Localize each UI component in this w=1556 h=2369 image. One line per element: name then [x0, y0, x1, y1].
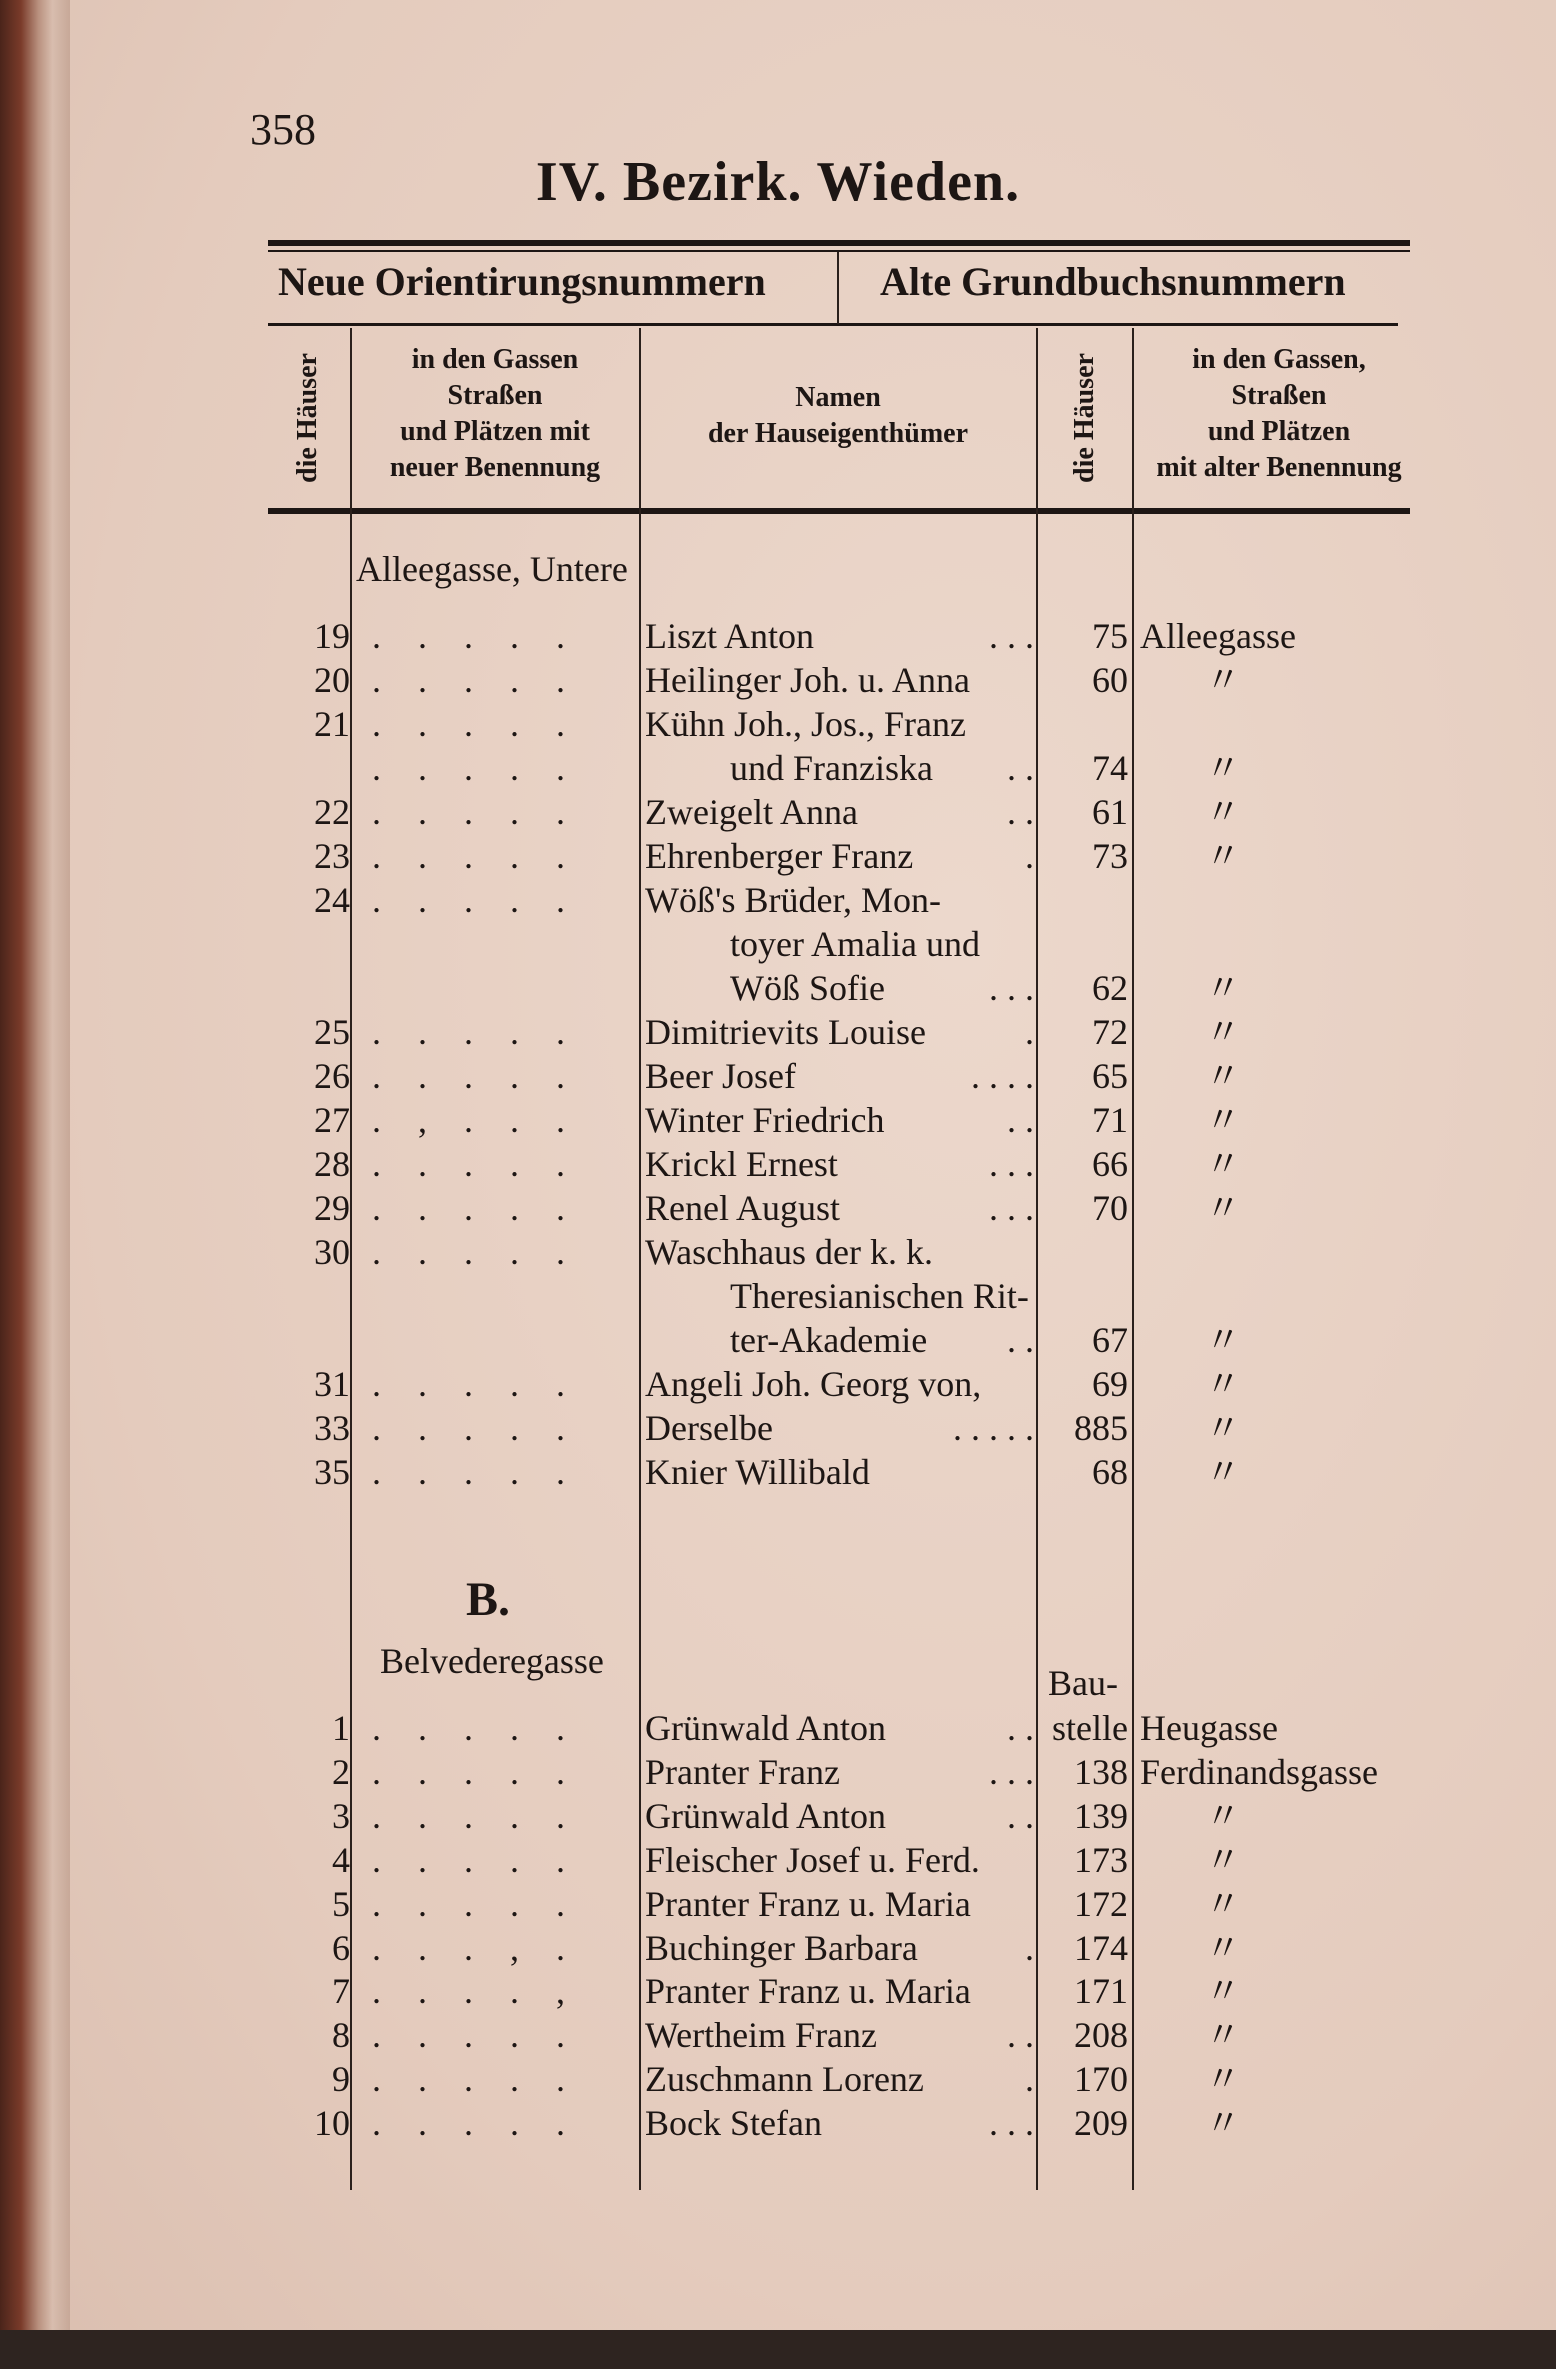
- group-divider: [837, 252, 839, 324]
- house-number-new: 35: [314, 1452, 350, 1492]
- leader-dots: . . . . .: [953, 1408, 1034, 1448]
- page-number: 358: [250, 105, 316, 154]
- street-old: 〃: [1205, 1927, 1242, 1968]
- leader-dots: . . . . .: [372, 2015, 579, 2056]
- house-number-old: 60: [1092, 660, 1128, 700]
- header-streets-old: [1134, 342, 1424, 486]
- house-number-old: 74: [1092, 748, 1128, 788]
- house-number-new: 9: [332, 2059, 350, 2100]
- house-number-old: 70: [1092, 1188, 1128, 1228]
- leader-dots: . .: [1007, 2015, 1034, 2056]
- leader-dots: . . . . .: [372, 1188, 579, 1228]
- owner-name: Heilinger Joh. u. Anna: [645, 660, 970, 700]
- header-owners: [641, 380, 1035, 452]
- table-row: [0, 1926, 1556, 1970]
- table-row: [0, 1882, 1556, 1926]
- house-number-new: 3: [332, 1795, 350, 1836]
- owner-name: Dimitrievits Louise: [645, 1012, 926, 1052]
- table-row: [0, 1098, 1556, 1142]
- table-row: [0, 1010, 1556, 1054]
- table-row: [0, 658, 1556, 702]
- table-row: [0, 790, 1556, 834]
- house-number-new: 26: [314, 1056, 350, 1096]
- street-old: 〃: [1205, 2103, 1242, 2144]
- street-old: 〃: [1205, 2015, 1242, 2056]
- house-number-old: 208: [1074, 2015, 1128, 2056]
- house-number-old: 171: [1074, 1971, 1128, 2012]
- house-number-old: 172: [1074, 1883, 1128, 1924]
- header-old-numbers: Alte Grundbuchsnummern: [880, 259, 1346, 304]
- house-number-new: 8: [332, 2015, 350, 2056]
- street-old: 〃: [1205, 1408, 1242, 1448]
- street-old: 〃: [1205, 660, 1242, 700]
- table-row: [0, 1362, 1556, 1406]
- house-number-new: 10: [314, 2103, 350, 2144]
- street-old: Heugasse: [1140, 1708, 1278, 1748]
- leader-dots: . . . . .: [372, 1364, 579, 1404]
- house-number-old: 170: [1074, 2059, 1128, 2100]
- street-old: 〃: [1205, 1320, 1242, 1360]
- table-row: [0, 1274, 1556, 1318]
- table-row: [0, 2013, 1556, 2057]
- house-number-new: 31: [314, 1364, 350, 1404]
- owner-name: Bock Stefan: [645, 2103, 822, 2144]
- leader-dots: . . .: [989, 616, 1034, 656]
- house-number-new: 25: [314, 1012, 350, 1052]
- leader-dots: . . . . .: [372, 1795, 579, 1836]
- house-number-old: 71: [1092, 1100, 1128, 1140]
- leader-dots: . . . . ,: [372, 1971, 579, 2012]
- leader-dots: . . . . .: [372, 2059, 579, 2100]
- owner-name: Pranter Franz: [645, 1751, 840, 1792]
- street-old: 〃: [1205, 1364, 1242, 1404]
- table-row: [0, 922, 1556, 966]
- street-old: 〃: [1205, 792, 1242, 832]
- street-old: 〃: [1205, 1883, 1242, 1924]
- leader-dots: .: [1025, 1012, 1034, 1052]
- owner-name: Zuschmann Lorenz: [645, 2059, 924, 2100]
- leader-dots: . . .: [989, 1751, 1034, 1792]
- owner-name: Derselbe: [645, 1408, 773, 1448]
- street-old: 〃: [1205, 1971, 1242, 2012]
- leader-dots: . .: [1007, 748, 1034, 788]
- leader-dots: . .: [1007, 792, 1034, 832]
- street-heading-alleegasse: Alleegasse, Untere: [356, 549, 628, 589]
- street-old: 〃: [1205, 1100, 1242, 1140]
- leader-dots: . . . . .: [372, 2103, 579, 2144]
- table-row: [0, 1969, 1556, 2013]
- owner-name: Angeli Joh. Georg von,: [645, 1364, 982, 1404]
- table-row: [0, 614, 1556, 658]
- owner-name: Pranter Franz u. Maria: [645, 1883, 971, 1924]
- page-title: IV. Bezirk. Wieden.: [535, 151, 1021, 213]
- street-heading-belvederegasse: Belvederegasse: [380, 1641, 604, 1681]
- leader-dots: . . . . .: [372, 836, 579, 876]
- owner-name: Kühn Joh., Jos., Franz: [645, 704, 966, 744]
- house-number-old: 139: [1074, 1795, 1128, 1836]
- header-streets-new: [352, 342, 638, 486]
- table-row: [0, 834, 1556, 878]
- street-old: 〃: [1205, 1452, 1242, 1492]
- street-old: 〃: [1205, 748, 1242, 788]
- table-row: [0, 1750, 1556, 1794]
- street-old: 〃: [1205, 1144, 1242, 1184]
- leader-dots: . . .: [989, 1144, 1034, 1184]
- house-number-new: 2: [332, 1751, 350, 1792]
- header-line: in den Gassen: [411, 344, 579, 375]
- owner-name: Waschhaus der k. k.: [645, 1232, 934, 1272]
- street-old: 〃: [1205, 1795, 1242, 1836]
- owner-name: Buchinger Barbara: [645, 1927, 918, 1968]
- house-number-old: 72: [1092, 1012, 1128, 1052]
- leader-dots: . .: [1007, 1320, 1034, 1360]
- leader-dots: . . . . .: [372, 704, 579, 744]
- header-line: Straßen: [447, 380, 543, 411]
- house-number-new: 5: [332, 1883, 350, 1924]
- baustelle-label: Bau-: [1048, 1663, 1118, 1703]
- owner-name: Grünwald Anton: [645, 1708, 886, 1748]
- street-old: Alleegasse: [1140, 616, 1296, 656]
- owner-name: Wertheim Franz: [645, 2015, 878, 2056]
- house-number-old: 61: [1092, 792, 1128, 832]
- leader-dots: . . .: [989, 1188, 1034, 1228]
- owner-name: Beer Josef: [645, 1056, 796, 1096]
- house-number-new: 28: [314, 1144, 350, 1184]
- leader-dots: . .: [1007, 1100, 1034, 1140]
- leader-dots: . . . .: [971, 1056, 1034, 1096]
- header-line: und Plätzen mit: [400, 416, 590, 447]
- leader-dots: .: [1025, 836, 1034, 876]
- table-row: [0, 1318, 1556, 1362]
- street-old: 〃: [1205, 968, 1242, 1008]
- owner-name: Renel August: [645, 1188, 840, 1228]
- owner-name: Winter Friedrich: [645, 1100, 885, 1140]
- house-number-new: 4: [332, 1839, 350, 1880]
- owner-name: und Franziska: [730, 748, 933, 788]
- leader-dots: . . . , .: [372, 1927, 579, 1968]
- leader-dots: . . . . .: [372, 660, 579, 700]
- house-number-old: stelle: [1052, 1708, 1128, 1748]
- owner-name: Wöß Sofie: [730, 968, 885, 1008]
- house-number-new: 22: [314, 792, 350, 832]
- house-number-new: 1: [332, 1708, 350, 1748]
- owner-name: Krickl Ernest: [645, 1144, 838, 1184]
- table-row: [0, 2101, 1556, 2145]
- house-number-new: 21: [314, 704, 350, 744]
- table-row: [0, 2057, 1556, 2101]
- house-number-new: 30: [314, 1232, 350, 1272]
- header-bottom-rule: [268, 508, 1410, 514]
- leader-dots: . . . . .: [372, 1408, 579, 1448]
- street-old: 〃: [1205, 1839, 1242, 1880]
- table-row: [0, 746, 1556, 790]
- header-new-numbers: Neue Orientirungsnummern: [278, 259, 766, 304]
- house-number-new: 29: [314, 1188, 350, 1228]
- house-number-old: 75: [1092, 616, 1128, 656]
- owner-name: Zweigelt Anna: [645, 792, 858, 832]
- house-number-old: 209: [1074, 2103, 1128, 2144]
- header-line: und Plätzen: [1207, 416, 1351, 447]
- header-line: neuer Benennung: [389, 452, 601, 483]
- house-number-old: 68: [1092, 1452, 1128, 1492]
- owner-name: ter-Akademie: [730, 1320, 928, 1360]
- table-row: [0, 702, 1556, 746]
- house-number-new: 24: [314, 880, 350, 920]
- header-line: Straßen: [1231, 380, 1327, 411]
- owner-name: Knier Willibald: [645, 1452, 870, 1492]
- house-number-new: 20: [314, 660, 350, 700]
- owner-name: Fleischer Josef u. Ferd.: [645, 1839, 980, 1880]
- house-number-new: 23: [314, 836, 350, 876]
- table-row: [0, 878, 1556, 922]
- leader-dots: . . . . .: [372, 1839, 579, 1880]
- house-number-old: 173: [1074, 1839, 1128, 1880]
- house-number-old: 885: [1074, 1408, 1128, 1448]
- owner-name: toyer Amalia und: [730, 924, 980, 964]
- street-old: 〃: [1205, 1056, 1242, 1096]
- house-number-old: 62: [1092, 968, 1128, 1008]
- street-old: 〃: [1205, 2059, 1242, 2100]
- owner-name: Wöß's Brüder, Mon-: [645, 880, 941, 920]
- leader-dots: .: [1025, 2059, 1034, 2100]
- table-row: [0, 1142, 1556, 1186]
- leader-dots: . . . . .: [372, 1056, 579, 1096]
- scan-bottom-edge: [0, 2330, 1556, 2369]
- header-line: der Hauseigenthümer: [707, 418, 969, 449]
- house-number-new: 6: [332, 1927, 350, 1968]
- leader-dots: . . . . .: [372, 1751, 579, 1792]
- house-number-old: 138: [1074, 1751, 1128, 1792]
- leader-dots: . . . . .: [372, 748, 579, 788]
- leader-dots: . . . . .: [372, 1144, 579, 1184]
- house-number-old: 66: [1092, 1144, 1128, 1184]
- leader-dots: . .: [1007, 1708, 1034, 1748]
- leader-dots: .: [1025, 1927, 1034, 1968]
- leader-dots: . . . . .: [372, 1232, 579, 1272]
- leader-dots: . . .: [989, 968, 1034, 1008]
- owner-name: Grünwald Anton: [645, 1795, 886, 1836]
- leader-dots: . . . . .: [372, 1452, 579, 1492]
- table-row: [0, 1706, 1556, 1750]
- table-row: [0, 1230, 1556, 1274]
- leader-dots: . . . . .: [372, 792, 579, 832]
- leader-dots: . . . . .: [372, 616, 579, 656]
- header-divider-rule: [268, 323, 1398, 326]
- table-row: [0, 1186, 1556, 1230]
- table-row: [0, 1054, 1556, 1098]
- leader-dots: . . .: [989, 2103, 1034, 2144]
- table-row: [0, 1406, 1556, 1450]
- house-number-new: 33: [314, 1408, 350, 1448]
- street-old: 〃: [1205, 1188, 1242, 1228]
- header-line: in den Gassen,: [1192, 344, 1366, 375]
- table-row: [0, 966, 1556, 1010]
- street-old: Ferdinandsgasse: [1140, 1751, 1378, 1792]
- owner-name: Ehrenberger Franz: [645, 836, 914, 876]
- owner-name: Liszt Anton: [645, 616, 814, 656]
- house-number-old: 65: [1092, 1056, 1128, 1096]
- house-number-old: 73: [1092, 836, 1128, 876]
- header-houses-new: die Häuser: [292, 352, 324, 483]
- house-number-old: 67: [1092, 1320, 1128, 1360]
- leader-dots: . . . . .: [372, 1883, 579, 1924]
- leader-dots: . . . . .: [372, 1708, 579, 1748]
- owner-name: Theresianischen Rit-: [730, 1276, 1029, 1316]
- house-number-old: 69: [1092, 1364, 1128, 1404]
- owner-name: Pranter Franz u. Maria: [645, 1971, 971, 2012]
- header-houses-old: die Häuser: [1069, 352, 1101, 483]
- leader-dots: . .: [1007, 1795, 1034, 1836]
- house-number-new: 19: [314, 616, 350, 656]
- header-line: mit alter Benennung: [1156, 452, 1402, 483]
- table-row: [0, 1450, 1556, 1494]
- table-row: [0, 1838, 1556, 1882]
- house-number-new: 7: [332, 1971, 350, 2012]
- street-old: 〃: [1205, 836, 1242, 876]
- table-top-rule-thin: [268, 250, 1410, 252]
- house-number-new: 27: [314, 1100, 350, 1140]
- street-old: 〃: [1205, 1012, 1242, 1052]
- leader-dots: . . . . .: [372, 880, 579, 920]
- table-row: [0, 1794, 1556, 1838]
- house-number-old: 174: [1074, 1927, 1128, 1968]
- leader-dots: . . . . .: [372, 1012, 579, 1052]
- table-top-rule: [268, 240, 1410, 246]
- leader-dots: . , . . .: [372, 1100, 579, 1140]
- section-letter: B.: [466, 1573, 511, 1626]
- header-line: Namen: [795, 382, 881, 413]
